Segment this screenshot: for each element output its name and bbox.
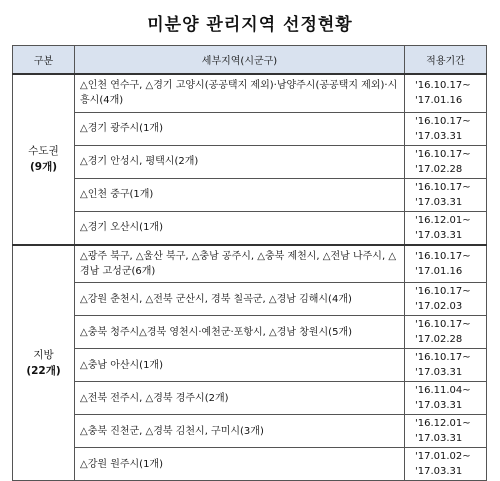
period-start: '16.12.01~ [415,214,471,226]
table-row [13,178,487,211]
period-end: '17.03.31 [415,400,463,411]
period-end: '17.03.31 [415,367,463,378]
period-cell [405,145,487,178]
table-row [13,283,487,316]
period-start: '16.10.17~ [415,352,471,363]
period-start: '16.10.17~ [415,319,471,330]
period-cell [405,316,487,349]
period-start: '16.10.17~ [415,250,471,262]
period-start: '16.10.17~ [415,115,471,127]
table-row [13,145,487,178]
areas-cell: △경기 오산시(1개) [75,211,405,245]
areas-cell: △충북 청주시△경북 영천시·예천군·포항시, △경남 창원시(5개) [75,316,405,349]
period-end: '17.03.31 [415,229,463,241]
designation-table [12,45,487,481]
header-region: 구분 [13,46,75,75]
areas-cell: △경기 안성시, 평택시(2개) [75,145,405,178]
areas-cell: △충남 아산시(1개) [75,349,405,382]
areas-cell: △충북 진천군, △경북 김천시, 구미시(3개) [75,415,405,448]
areas-cell: △인천 중구(1개) [75,178,405,211]
header-period: 적용기간 [405,46,487,75]
areas-cell: △경기 광주시(1개) [75,112,405,145]
areas-cell: △강원 원주시(1개) [75,448,405,481]
period-cell [405,112,487,145]
period-cell [405,283,487,316]
period-end: '17.03.31 [415,466,463,477]
areas-cell: △전북 전주시, △경북 경주시(2개) [75,382,405,415]
table-row [13,349,487,382]
period-start: '17.01.02~ [415,451,471,462]
period-start: '16.10.17~ [415,148,471,160]
table-row [13,245,487,283]
period-start: '16.10.17~ [415,286,471,297]
period-end: '17.01.16 [415,265,463,277]
period-end: '17.01.16 [415,95,463,107]
period-end: '17.02.28 [415,334,463,345]
period-start: '16.10.17~ [415,80,471,92]
period-end: '17.03.31 [415,433,463,444]
areas-cell: △인천 연수구, △경기 고양시(공공택지 제외)·남양주시(공공택지 제외)·시흥시(4개) [75,74,405,112]
period-start: '16.10.17~ [415,181,471,193]
period-cell [405,415,487,448]
period-end: '17.03.31 [415,130,463,142]
areas-cell: △광주 북구, △울산 북구, △충남 공주시, △충북 제천시, △전남 나주시, △경남 고성군(6개) [75,245,405,283]
group-name: 지방 [33,348,54,361]
period-end: '17.02.28 [415,163,463,175]
period-cell [405,74,487,112]
period-cell [405,178,487,211]
period-start: '16.12.01~ [415,418,471,429]
period-cell [405,382,487,415]
period-cell [405,211,487,245]
page-title: 미분양 관리지역 선정현황 [147,15,353,35]
areas-cell: △강원 춘천시, △전북 군산시, 경북 칠곡군, △경남 김해시(4개) [75,283,405,316]
period-cell [405,448,487,481]
period-cell [405,349,487,382]
table-row [13,316,487,349]
table-row [13,448,487,481]
header-row [13,46,487,75]
period-end: '17.02.03 [415,301,463,312]
group-count: (22개) [26,364,61,377]
table-row [13,74,487,112]
group-provinces [13,245,75,481]
table-row [13,211,487,245]
header-areas: 세부지역(시군구) [75,46,405,75]
table-row [13,382,487,415]
table-row [13,112,487,145]
group-name: 수도권 [28,145,59,158]
period-cell [405,245,487,283]
period-end: '17.03.31 [415,196,463,208]
table-row [13,415,487,448]
group-capital [13,74,75,245]
period-start: '16.11.04~ [415,385,471,396]
group-count: (9개) [29,161,58,174]
